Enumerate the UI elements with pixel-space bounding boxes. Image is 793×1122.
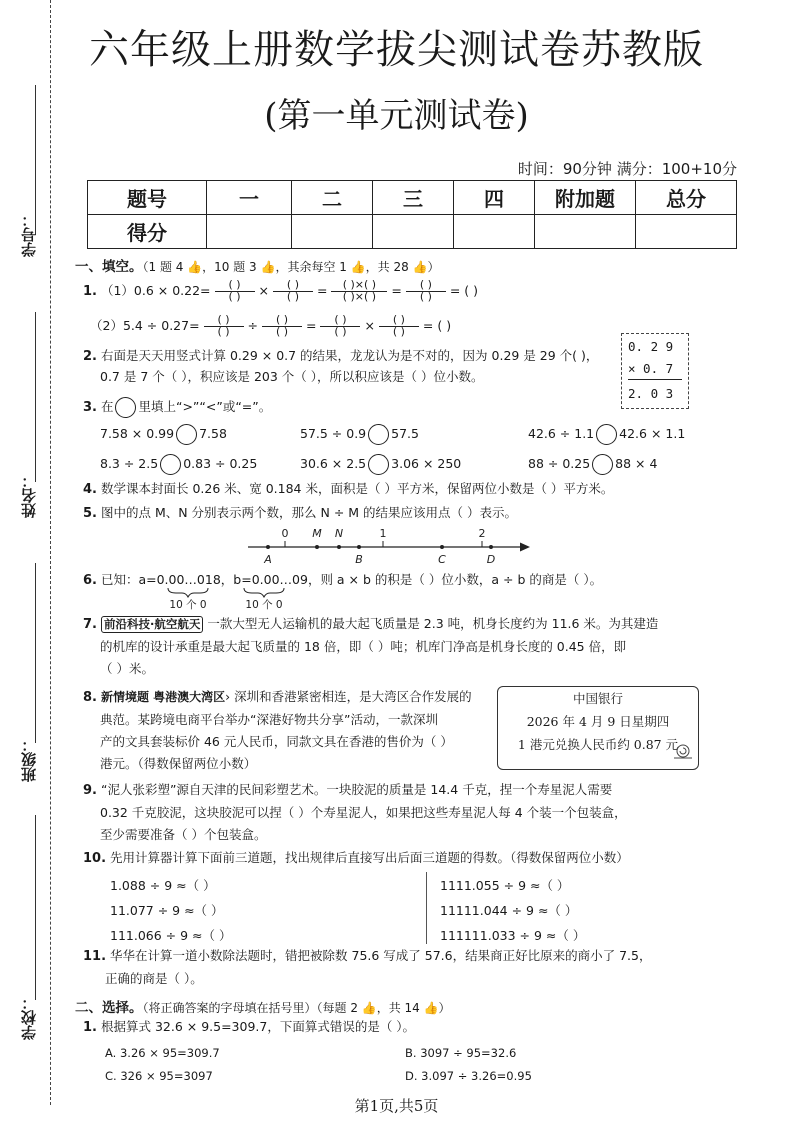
calc-item: 111.066 ÷ 9 ≈（ ）: [110, 928, 232, 943]
operator: ×: [364, 318, 375, 333]
score-input-cell[interactable]: [636, 215, 737, 249]
question-number: 3.: [83, 400, 97, 415]
fraction-blank[interactable]: $\frac{( )}{( )}$: [379, 315, 419, 338]
question-7: [83, 613, 658, 680]
calc-line: 2. 0 3: [628, 386, 674, 401]
question-number: 9.: [83, 783, 97, 798]
bank-date: 2026 年 4 月 9 日星期四: [526, 714, 670, 729]
question-text: “泥人张彩塑”源自天津的民间彩塑艺术。一块胶泥的质量是 14.4 千克，捏一个寿星泥人需要: [100, 782, 613, 797]
side-label-class: 班级：: [20, 737, 38, 782]
calc-item: 1.088 ÷ 9 ≈（ ）: [110, 878, 216, 893]
number-line: [240, 525, 540, 570]
side-fill-line: [35, 563, 36, 743]
tick-label: 0: [281, 527, 289, 540]
question-number: 1.: [83, 1020, 97, 1035]
calc-line: 0. 2 9: [628, 339, 674, 354]
page-subtitle: (第一单元测试卷): [264, 96, 529, 136]
point-label-d: D: [486, 553, 496, 566]
fraction-blank[interactable]: $\frac{( )}{( )}$: [215, 280, 255, 303]
fraction-blank[interactable]: $\frac{( )}{( )}$: [406, 280, 446, 303]
calc-list-left: [110, 873, 232, 948]
question-text: 0.7 是 7 个（ ），积应该是 203 个（ ），所以积应该是（ ）位小数。: [100, 369, 484, 384]
score-table-header-row: [88, 181, 737, 215]
compare-item: 88 ÷ 0.25 88 × 4: [528, 454, 657, 475]
point-label-n: N: [334, 527, 344, 540]
compare-item: 30.6 × 2.5 3.06 × 250: [300, 454, 461, 475]
calc-item: 11.077 ÷ 9 ≈（ ）: [110, 903, 224, 918]
question-number: 1.: [83, 284, 97, 299]
calc-list-right: [440, 873, 585, 948]
question-number: 8.: [83, 690, 97, 705]
question-number: 4.: [83, 482, 97, 497]
operator: ÷: [247, 318, 259, 333]
choice-option-a[interactable]: A. 3.26 × 95=309.7: [105, 1046, 220, 1060]
compare-circle[interactable]: [368, 454, 389, 475]
table-cell: 四: [454, 181, 535, 215]
table-cell: 总分: [636, 181, 737, 215]
question-text: （1）0.6 × 0.22=: [100, 283, 211, 298]
point-a: [266, 545, 270, 549]
section-note: （将正确答案的字母填在括号里）（每题 2 👍，共 14 👍）: [142, 1001, 451, 1015]
exchange-rate-card: [497, 686, 699, 770]
tick-label: 1: [379, 527, 387, 540]
section-1-heading: [75, 255, 440, 275]
answer-blank[interactable]: = ( ): [449, 283, 479, 298]
fraction-blank[interactable]: $\frac{( )\times( )}{( )\times( )}$: [331, 280, 387, 303]
question-text: 至少需要准备（ ）个包装盒。: [100, 827, 267, 842]
brace-icon: [244, 588, 284, 597]
question-text: 港元。（得数保留两位小数）: [100, 756, 257, 771]
vertical-calculation-box: [621, 333, 689, 409]
compare-item: 57.5 ÷ 0.9 57.5: [300, 424, 419, 445]
score-input-cell[interactable]: [292, 215, 373, 249]
bank-rate: 1 港元兑换人民币约 0.87 元: [517, 737, 679, 752]
bank-name: 中国银行: [572, 691, 623, 706]
question-number: 6.: [83, 573, 97, 588]
side-label-student-id: 学号：: [20, 212, 38, 257]
section-2-heading: [75, 996, 451, 1016]
question-4: [83, 479, 613, 500]
question-text: 正确的商是（ ）。: [105, 971, 203, 986]
table-cell: 三: [373, 181, 454, 215]
question-text: 深圳和香港紧密相连，是大湾区合作发展的: [234, 689, 472, 704]
table-cell: 附加题: [535, 181, 636, 215]
question-8: [83, 686, 472, 775]
side-label-school: 学校：: [20, 995, 38, 1040]
point-label-m: M: [312, 527, 322, 540]
question-text: 里填上“>”“<”或“=”。: [138, 399, 272, 414]
side-fill-line: [35, 815, 36, 1000]
question-text: 图中的点 M、N 分别表示两个数，那么 N ÷ M 的结果应该用点（ ）表示。: [100, 505, 518, 520]
tick-label: 2: [478, 527, 486, 540]
column-divider: [426, 872, 427, 944]
page-footer: 第1页,共5页: [354, 1097, 439, 1115]
question-number: 11.: [83, 949, 107, 964]
fraction-blank[interactable]: $\frac{( )}{( )}$: [262, 315, 302, 338]
choice-option-b[interactable]: B. 3097 ÷ 95=32.6: [405, 1046, 517, 1060]
question-text: 先用计算器计算下面前三道题，找出规律后直接写出后面三道题的得数。（得数保留两位小数）: [110, 850, 629, 865]
topic-tag: 新情境题 粤港澳大湾区: [100, 690, 226, 704]
compare-circle[interactable]: [368, 424, 389, 445]
fraction-blank[interactable]: $\frac{( )}{( )}$: [204, 315, 244, 338]
page-title: 六年级上册数学拔尖测试卷苏教版: [89, 27, 704, 73]
point-m: [315, 545, 319, 549]
point-b: [357, 545, 361, 549]
table-cell: 二: [292, 181, 373, 215]
question-text: 0.32 千克胶泥，这块胶泥可以捏（ ）个寿星泥人，如果把这些寿星泥人每 4 个装一个包装盒，: [100, 805, 627, 820]
side-fill-line: [35, 312, 36, 482]
question-1-part-2: [90, 315, 451, 338]
compare-circle[interactable]: [592, 454, 613, 475]
choice-question-1: [83, 1017, 415, 1038]
question-number: 2.: [83, 349, 97, 364]
time-info: 时间：90分钟 满分：100+10分: [517, 160, 737, 178]
question-number: 10.: [83, 851, 107, 866]
table-cell: 一: [207, 181, 292, 215]
compare-circle[interactable]: [176, 424, 197, 445]
answer-blank[interactable]: = ( ): [422, 318, 452, 333]
question-text: 华华在计算一道小数除法题时，错把被除数 75.6 写成了 57.6，结果商正好比原来的商小了 7.5，: [110, 948, 652, 963]
compare-item: 7.58 × 0.99 7.58: [100, 424, 227, 445]
point-d: [489, 545, 493, 549]
question-number: 7.: [83, 617, 97, 632]
section-title: 二、选择。: [75, 1000, 143, 1016]
score-table-score-row: [88, 215, 737, 249]
calc-item: 111111.033 ÷ 9 ≈（ ）: [440, 928, 586, 943]
question-number: 5.: [83, 506, 97, 521]
section-title: 一、填空。: [75, 259, 143, 275]
operator: =: [305, 318, 317, 333]
score-input-cell[interactable]: [454, 215, 535, 249]
question-3: [83, 397, 271, 418]
question-11: [83, 945, 651, 990]
brace-annotations: [160, 586, 300, 612]
score-input-cell[interactable]: [207, 215, 292, 249]
question-text: 一款大型无人运输机的最大起飞质量是 2.3 吨，机身长度约为 11.6 米。为其建造: [207, 616, 659, 631]
tag-arrow-icon: ›: [225, 689, 231, 704]
brace-icon: [168, 588, 208, 597]
fraction-blank[interactable]: $\frac{( )}{( )}$: [320, 315, 360, 338]
side-label-name: 姓名：: [20, 473, 38, 518]
table-cell: 得分: [88, 215, 207, 249]
compare-item: 8.3 ÷ 2.5 0.83 ÷ 0.25: [100, 454, 257, 475]
snail-icon: [672, 738, 694, 760]
point-label-c: C: [438, 553, 446, 566]
question-text: 数学课本封面长 0.26 米、宽 0.184 米，面积是（ ）平方米，保留两位小数是（ ）平方米。: [100, 481, 614, 496]
brace-label: 10 个 0: [169, 599, 207, 611]
question-text: 右面是天天用竖式计算 0.29 × 0.7 的结果，龙龙认为是不对的，因为 0.29 是 29 个( )，: [100, 348, 599, 363]
fraction-blank[interactable]: $\frac{( )}{( )}$: [273, 280, 313, 303]
score-input-cell[interactable]: [373, 215, 454, 249]
choice-option-c[interactable]: C. 326 × 95=3097: [105, 1069, 213, 1083]
calc-item: 1111.055 ÷ 9 ≈（ ）: [440, 878, 570, 893]
question-1-part-1: [83, 280, 478, 303]
table-cell: 题号: [88, 181, 207, 215]
number-line-arrow-icon: [520, 543, 530, 552]
question-text: （ ）米。: [100, 661, 154, 676]
circle-blank-icon: [115, 397, 136, 418]
point-label-b: B: [355, 553, 363, 566]
question-5: [83, 503, 517, 524]
operator: =: [316, 283, 328, 298]
calc-line: × 0. 7: [628, 359, 682, 380]
binding-dashed-line: [50, 0, 51, 1105]
brace-label: 10 个 0: [245, 599, 283, 611]
score-table: [87, 180, 737, 249]
topic-tag: 前沿科技·航空航天: [101, 616, 203, 633]
question-text: 典范。某跨境电商平台举办“深港好物共分享”活动，一款深圳: [100, 712, 438, 727]
question-text: 在: [100, 399, 114, 414]
point-c: [440, 545, 444, 549]
operator: ×: [258, 283, 269, 298]
question-text: 根据算式 32.6 × 9.5=309.7，下面算式错误的是（ ）。: [100, 1019, 416, 1034]
operator: =: [391, 283, 402, 298]
compare-circle[interactable]: [160, 454, 181, 475]
question-text: 已知：a=0.00…018，b=0.00…09，则 a × b 的积是（ ）位小数，a ÷ b 的商是（ ）。: [100, 572, 603, 587]
compare-item: 42.6 ÷ 1.1 42.6 × 1.1: [528, 424, 685, 445]
choice-option-d[interactable]: D. 3.097 ÷ 3.26=0.95: [405, 1069, 532, 1083]
section-note: （1 题 4 👍，10 题 3 👍，其余每空 1 👍，共 28 👍）: [142, 260, 440, 274]
calc-item: 11111.044 ÷ 9 ≈（ ）: [440, 903, 578, 918]
question-text: 产的文具套装标价 46 元人民币，同款文具在香港的售价为（ ）: [100, 734, 453, 749]
point-n: [337, 545, 341, 549]
question-9: [83, 779, 627, 846]
question-text: （2）5.4 ÷ 0.27=: [90, 318, 200, 333]
point-label-a: A: [264, 553, 272, 566]
question-text: 的机库的设计承重是最大起飞质量的 18 倍，即（ ）吨；机库门净高是机身长度的 0.45 倍，即: [100, 639, 627, 654]
question-10: [83, 848, 629, 869]
score-input-cell[interactable]: [535, 215, 636, 249]
question-2: [83, 346, 598, 387]
compare-circle[interactable]: [596, 424, 617, 445]
